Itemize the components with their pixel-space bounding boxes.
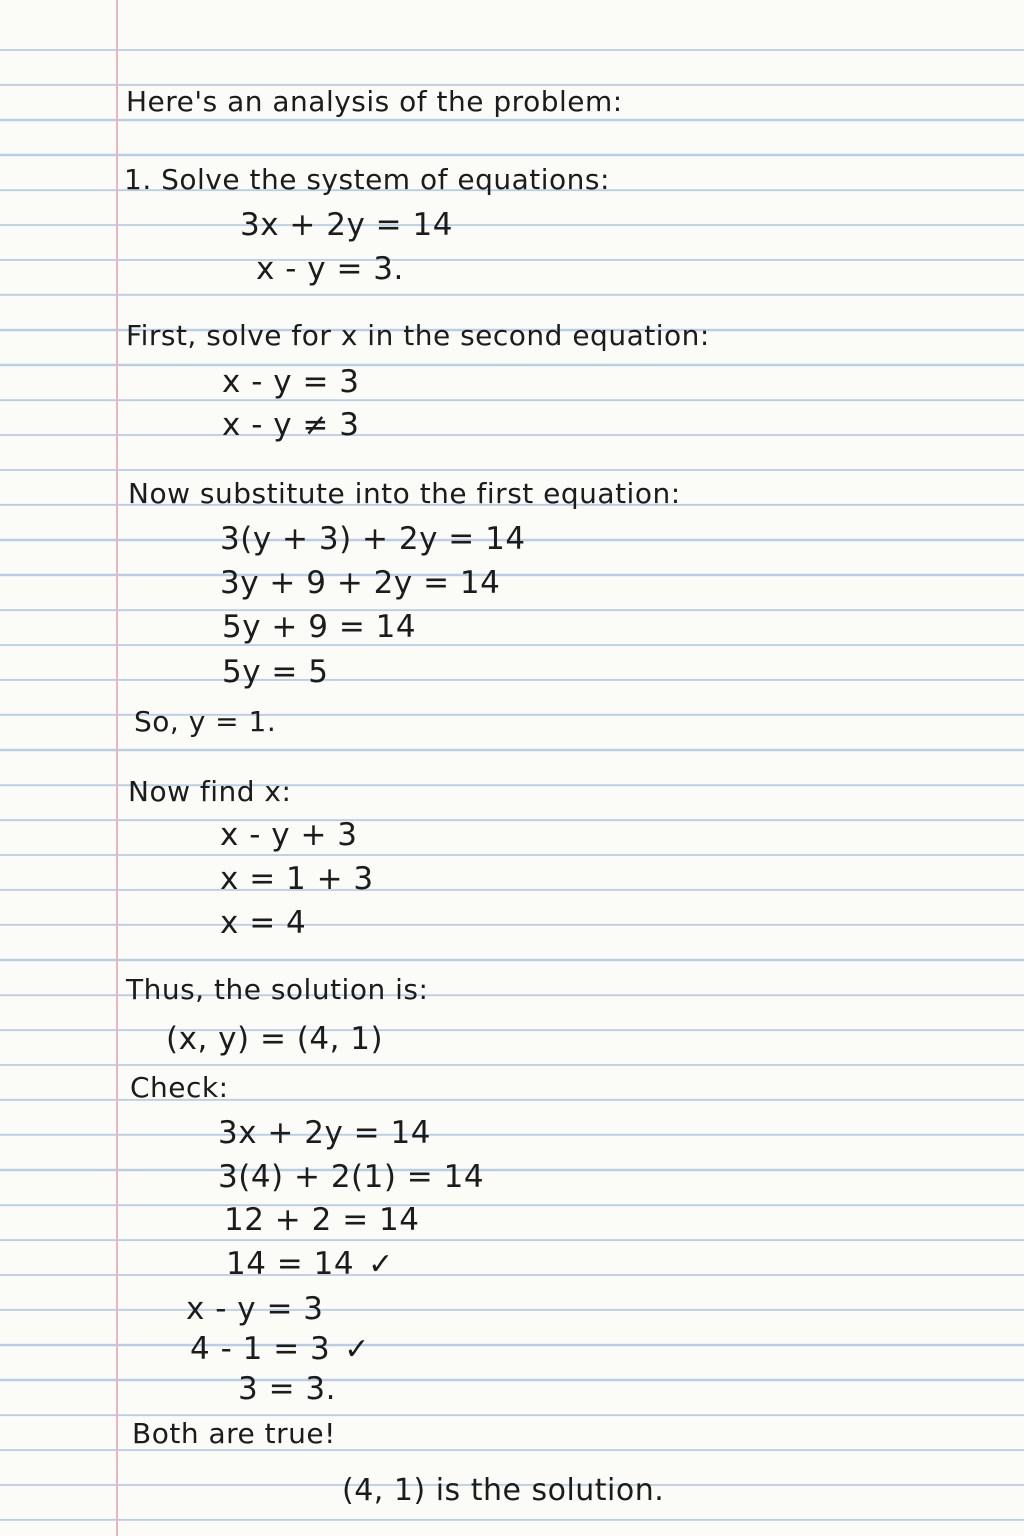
checkmark-icon: ✓ xyxy=(344,1332,370,1367)
check1-step-3: 12 + 2 = 14 xyxy=(224,1202,420,1238)
solution-value: (x, y) = (4, 1) xyxy=(166,1021,384,1057)
substitute-step-2: 3y + 9 + 2y = 14 xyxy=(220,565,501,601)
check2-step-3: 3 = 3. xyxy=(238,1371,336,1407)
checkmark-icon: ✓ xyxy=(368,1247,394,1282)
solution-heading: Thus, the solution is: xyxy=(126,973,429,1006)
solve-x-step-1: x - y = 3 xyxy=(222,364,360,400)
check1-step-2: 3(4) + 2(1) = 14 xyxy=(218,1159,485,1195)
system-equation-2: x - y = 3. xyxy=(256,251,404,287)
step1-heading: 1. Solve the system of equations: xyxy=(124,163,610,196)
final-statement: (4, 1) is the solution. xyxy=(342,1473,665,1508)
find-x-heading: Now find x: xyxy=(128,775,292,808)
check2-step-1: x - y = 3 xyxy=(186,1291,324,1327)
check2-step-2 xyxy=(190,1331,370,1367)
find-x-step-3: x = 4 xyxy=(220,905,307,941)
margin-line xyxy=(116,0,118,1536)
both-true-text: Both are true! xyxy=(132,1417,336,1450)
check1-step-4 xyxy=(226,1246,394,1282)
solve-x-step-2: x - y ≠ 3 xyxy=(222,407,360,443)
system-equation-1: 3x + 2y = 14 xyxy=(240,207,453,243)
check1-result-text: 14 = 14 xyxy=(226,1246,355,1282)
find-x-step-1: x - y + 3 xyxy=(220,817,358,853)
substitute-step-4: 5y = 5 xyxy=(222,654,329,690)
find-x-step-2: x = 1 + 3 xyxy=(220,861,374,897)
substitute-step-3: 5y + 9 = 14 xyxy=(222,609,417,645)
y-result: So, y = 1. xyxy=(134,705,277,738)
solve-x-heading: First, solve for x in the second equation: xyxy=(126,319,710,352)
intro-text: Here's an analysis of the problem: xyxy=(126,85,623,118)
check-heading: Check: xyxy=(130,1071,229,1104)
check2-result-text: 4 - 1 = 3 xyxy=(190,1331,331,1367)
check1-step-1: 3x + 2y = 14 xyxy=(218,1115,431,1151)
substitute-step-1: 3(y + 3) + 2y = 14 xyxy=(220,521,526,557)
substitute-heading: Now substitute into the first equation: xyxy=(128,477,681,510)
